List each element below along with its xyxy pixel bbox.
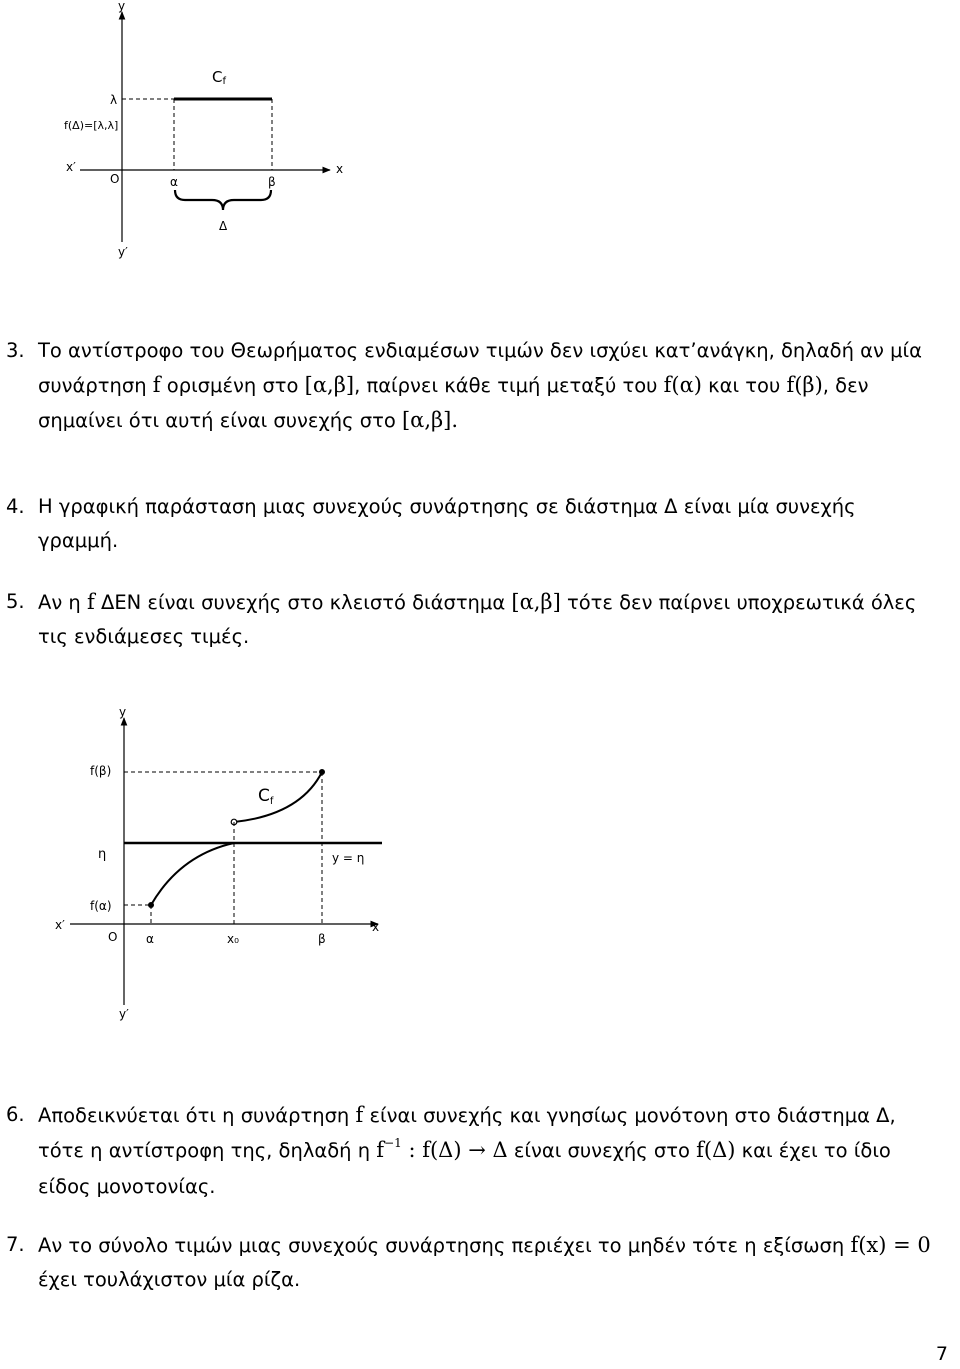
- origin-label: O: [110, 172, 120, 186]
- x-neg-label: x′: [55, 918, 65, 932]
- item-3: [0, 334, 960, 438]
- item-text: [38, 585, 950, 654]
- text-line: Η γραφική παράσταση μιας συνεχούς συνάρτησης σε διάστημα Δ είναι μία συνεχής: [38, 495, 856, 518]
- delta-brace: [175, 190, 271, 210]
- lambda-label: λ: [110, 93, 118, 107]
- item-6: [0, 1098, 960, 1202]
- text-line: Αν το σύνολο τιμών μιας συνεχούς συνάρτησης περιέχει το μηδέν τότε η εξίσωση f(x) = 0: [38, 1233, 931, 1257]
- item-4: [0, 490, 960, 560]
- item-text: [38, 490, 950, 558]
- text-line: γραμμή.: [38, 529, 119, 552]
- curve-label-sub: f: [269, 796, 274, 807]
- item-5: [0, 585, 960, 655]
- y-neg-label: y′: [119, 1007, 129, 1021]
- eta-label: η: [98, 847, 107, 862]
- alpha-label: α: [170, 175, 178, 189]
- x0-label: x₀: [227, 932, 239, 946]
- text-line: Αν η f ΔΕΝ είναι συνεχής στο κλειστό διάστημα [α,β] τότε δεν παίρνει υποχρεωτικά όλες: [38, 590, 917, 614]
- delta-label: Δ: [219, 219, 228, 233]
- f-alpha-label: f(α): [90, 899, 112, 913]
- text-line: Το αντίστροφο του Θεωρήματος ενδιαμέσων τιμών δεν ισχύει κατ’ανάγκη, δηλαδή αν μία: [38, 339, 922, 362]
- y-label: y: [118, 0, 126, 13]
- origin-label: O: [108, 930, 118, 944]
- text-line: τότε η αντίστροφη της, δηλαδή η $f^{-1}$ : f(Δ) → Δ είναι συνεχής στο f(Δ) και έχει το ίδιο: [38, 1136, 891, 1162]
- item-text: [38, 1228, 950, 1297]
- item-number: 7.: [6, 1233, 25, 1256]
- item-text: [38, 334, 950, 438]
- page-number: 7: [935, 1343, 948, 1365]
- text-line: σημαίνει ότι αυτή είναι συνεχής στο [α,β].: [38, 408, 459, 432]
- item-number: 5.: [6, 590, 25, 613]
- x-neg-label: x′: [66, 160, 76, 174]
- figure-discontinuous-function: [40, 700, 400, 1030]
- x-label: x: [372, 920, 380, 934]
- text-line: Αποδεικνύεται ότι η συνάρτηση f είναι συνεχής και γνησίως μονότονη στο διάστημα Δ,: [38, 1103, 896, 1127]
- item-number: 3.: [6, 339, 25, 362]
- beta-label: β: [318, 932, 326, 946]
- text-line: συνάρτηση f ορισμένη στο [α,β], παίρνει κάθε τιμή μεταξύ του f(α) και του f(β), δεν: [38, 373, 869, 397]
- item-7: [0, 1228, 960, 1298]
- text-line: είδος μονοτονίας.: [38, 1175, 216, 1198]
- y-neg-label: y′: [118, 245, 128, 259]
- f-delta-label: f(Δ)=[λ,λ]: [64, 119, 119, 132]
- curve-right-branch: [234, 772, 322, 822]
- f-beta-label: f(β): [90, 764, 112, 778]
- item-number: 4.: [6, 495, 25, 518]
- text-line: τις ενδιάμεσες τιμές.: [38, 625, 250, 648]
- curve-label: Cf: [212, 68, 227, 87]
- y-label: y: [119, 705, 127, 719]
- text-line: έχει τουλάχιστον μία ρίζα.: [38, 1268, 301, 1291]
- curve-left-branch: [151, 843, 234, 905]
- curve-label: Cf: [258, 786, 274, 807]
- item-number: 6.: [6, 1103, 25, 1126]
- figure-constant-function: [40, 0, 360, 270]
- curve-label-sub: f: [222, 76, 227, 87]
- x-label: x: [336, 162, 344, 176]
- alpha-label: α: [146, 932, 154, 946]
- item-text: [38, 1098, 950, 1204]
- y-eq-eta-label: y = η: [332, 851, 365, 865]
- beta-label: β: [268, 175, 276, 189]
